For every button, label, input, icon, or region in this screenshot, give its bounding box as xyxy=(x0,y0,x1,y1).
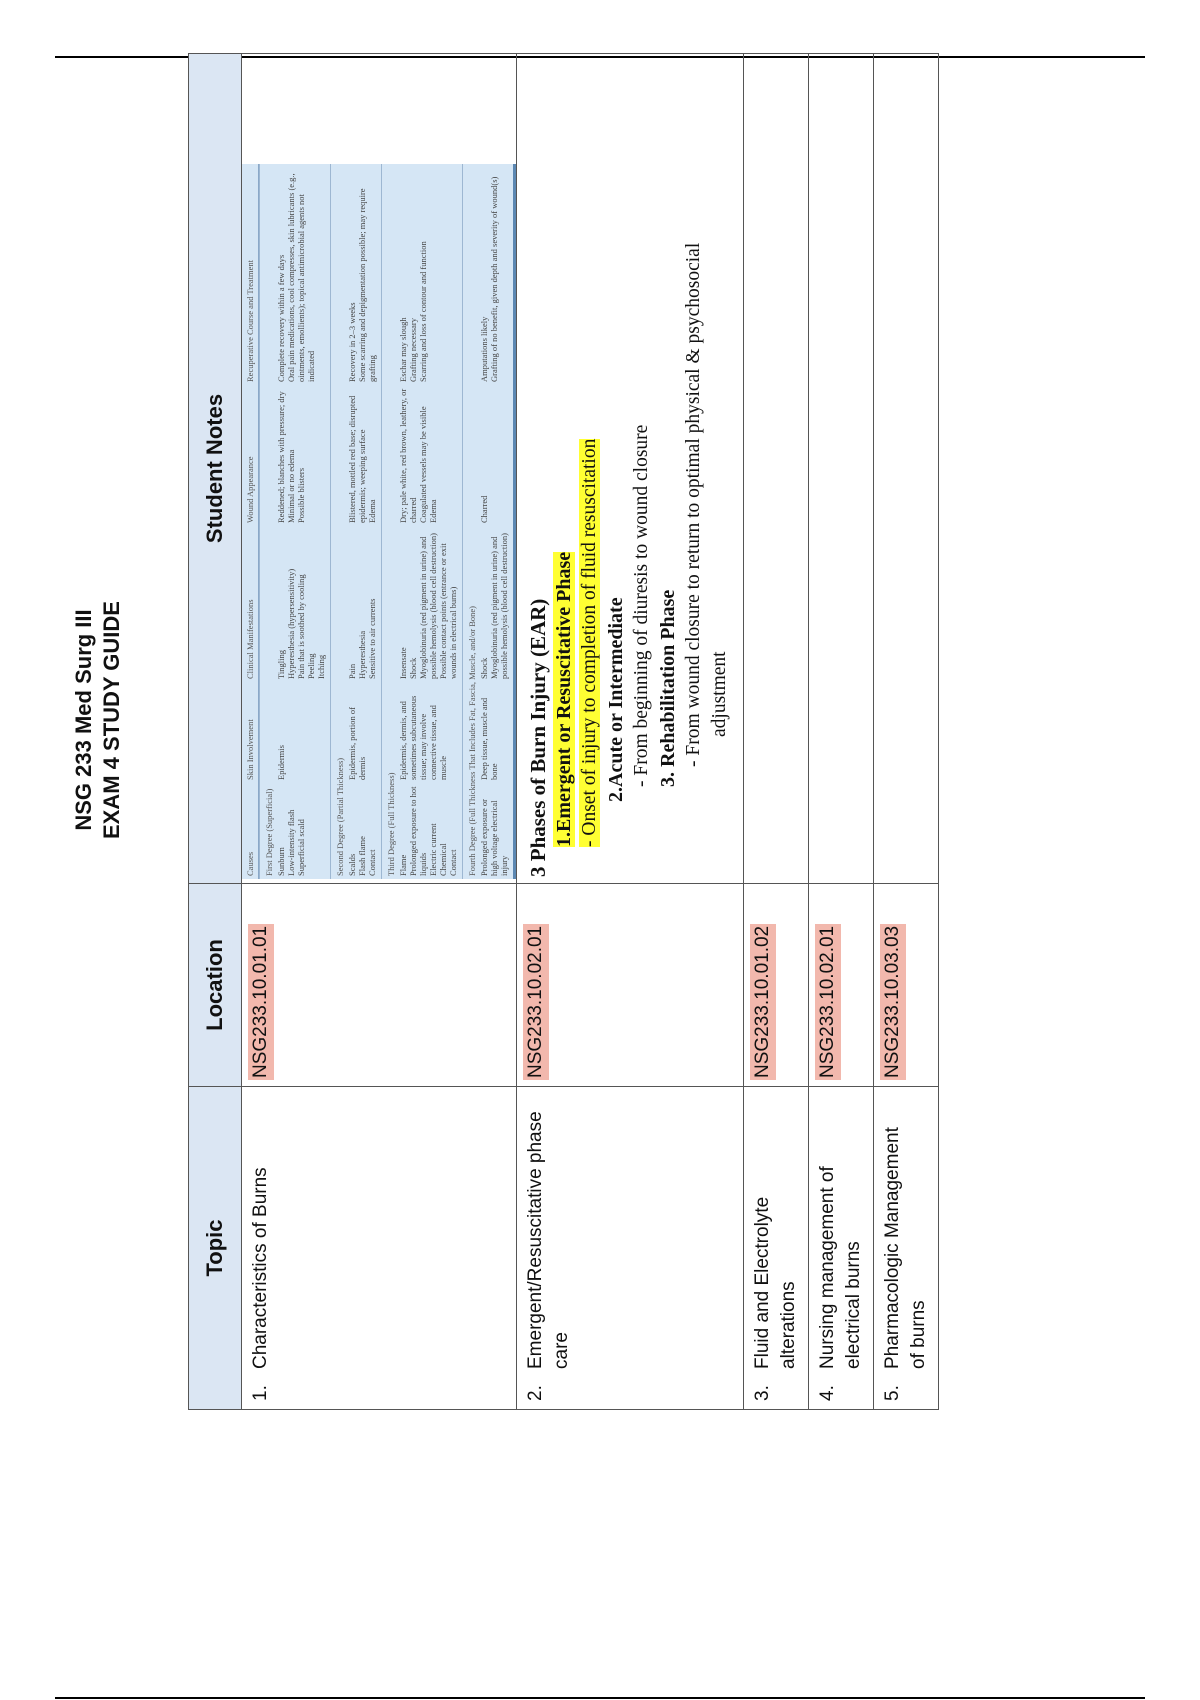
burn-col-wound: Wound Appearance xyxy=(245,456,255,523)
phase-1-detail: - Onset of injury to completion of fluid resuscitation xyxy=(579,438,600,847)
burn-section-second-degree xyxy=(330,164,381,879)
topic-text: Fluid and Electrolyte alterations xyxy=(752,1196,799,1369)
burn-phases-notes xyxy=(517,54,743,883)
burn-table-header xyxy=(242,164,259,879)
burn-causes: Prolonged exposure or high voltage electrical injury xyxy=(479,799,509,876)
rotated-page xyxy=(70,0,1130,1560)
topic-text: Nursing management of electrical burns xyxy=(817,1166,864,1369)
burn-clinical: Tingling Hyperesthesia (hypersensitivity) Pain that is soothed by cooling Peeling Itching xyxy=(276,568,326,679)
phase-3-detail-cont: adjustment xyxy=(709,651,730,737)
location-cell xyxy=(874,884,939,1087)
burn-section-title: Second Degree (Partial Thickness) xyxy=(335,757,345,876)
topic-cell xyxy=(517,1087,744,1410)
burn-col-skin: Skin Involvement xyxy=(245,719,255,780)
notes-header: Student Notes xyxy=(189,54,242,884)
topic-header: Topic xyxy=(189,1087,242,1410)
topic-cell xyxy=(809,1087,874,1410)
row-number: 3. xyxy=(752,1385,773,1401)
burn-section-title: Fourth Degree (Full Thickness That Includes Fat, Fascia, Muscle, and/or Bone) xyxy=(467,606,477,876)
burn-wound: Reddened; blanches with pressure; dry Minimal or no edema Possible blisters xyxy=(276,391,306,523)
notes-cell xyxy=(809,54,874,884)
location-code: NSG233.10.02.01 xyxy=(523,924,549,1080)
header-row xyxy=(189,54,242,1410)
burn-row xyxy=(479,164,509,879)
location-code: NSG233.10.02.01 xyxy=(815,924,841,1080)
document-title xyxy=(70,460,126,980)
topic-cell xyxy=(242,1087,517,1410)
row-number: 2. xyxy=(525,1385,546,1401)
burn-wound: Dry; pale white, red brown, leathery, or charred Coagulated vessels may be visible Edema xyxy=(398,388,438,523)
burn-skin: Deep tissue, muscle and bone xyxy=(479,697,499,780)
burn-row xyxy=(276,164,326,879)
location-header: Location xyxy=(189,884,242,1087)
burn-causes: Flame Prolonged exposure to hot liquids Electric current Chemical Contact xyxy=(398,786,458,876)
title-line-2: EXAM 4 STUDY GUIDE xyxy=(99,601,124,839)
topic-text: Pharmacologic Management of burns xyxy=(882,1127,929,1369)
location-cell xyxy=(809,884,874,1087)
burn-course: Amputations likely Grafting of no benefit, given depth and severity of wound(s) xyxy=(479,176,499,382)
topic-text: Emergent/Resuscitative phase care xyxy=(525,1111,572,1369)
topic-cell xyxy=(744,1087,809,1410)
table-row xyxy=(874,54,939,1410)
phase-2-heading: 2.Acute or Intermediate xyxy=(605,597,627,802)
topic-cell xyxy=(874,1087,939,1410)
burn-row xyxy=(347,164,377,879)
phase-1-heading: 1.Emergent or Resuscitative Phase xyxy=(553,551,575,847)
burn-section-title: Third Degree (Full Thickness) xyxy=(386,772,396,876)
burn-col-course: Recuperative Course and Treatment xyxy=(245,259,255,382)
burn-clinical: Shock Myoglobinuria (red pigment in urine) and possible hemolysis (blood cell destruction) xyxy=(479,533,509,679)
burn-section-title: First Degree (Superficial) xyxy=(264,788,274,876)
notes-cell xyxy=(517,54,744,884)
burn-skin: Epidermis, portion of dermis xyxy=(347,707,367,780)
burn-wound: Blistered, mottled red base; disrupted epidermis; weeping surface Edema xyxy=(347,395,377,523)
row-number: 4. xyxy=(817,1385,838,1401)
table-row xyxy=(242,54,517,1410)
location-cell xyxy=(744,884,809,1087)
bottom-rule xyxy=(55,1697,1145,1699)
burn-causes: Scalds Flash flame Contact xyxy=(347,836,377,876)
burn-classification-table xyxy=(242,164,516,879)
burn-col-causes: Causes xyxy=(245,851,255,876)
location-code: NSG233.10.01.02 xyxy=(750,924,776,1080)
location-cell xyxy=(517,884,744,1087)
table-row xyxy=(517,54,744,1410)
burn-section-fourth-degree xyxy=(462,164,513,879)
burn-section-third-degree xyxy=(381,164,462,879)
notes-cell xyxy=(874,54,939,884)
table-row xyxy=(809,54,874,1410)
location-cell xyxy=(242,884,517,1087)
phases-title: 3 Phases of Burn Injury (EAR) xyxy=(526,598,550,877)
phase-2-detail: - From beginning of diuresis to wound closure xyxy=(631,424,652,787)
location-code: NSG233.10.01.01 xyxy=(248,924,274,1080)
row-number: 1. xyxy=(250,1385,271,1401)
burn-clinical: Pain Hyperesthesia Sensitive to air currents xyxy=(347,598,377,679)
phase-3-heading: 3. Rehabilitation Phase xyxy=(657,589,679,787)
burn-course: Recovery in 2–3 weeks Some scarring and depigmentation possible; may require grafting xyxy=(347,188,377,382)
burn-causes: Sunburn Low-intensity flash Superficial scald xyxy=(276,809,306,876)
burn-skin: Epidermis, dermis, and sometimes subcutaneous tissue; may involve connective tissue, and muscle xyxy=(398,695,448,780)
burn-row xyxy=(398,164,458,879)
burn-course: Eschar may slough Grafting necessary Scarring and loss of contour and function xyxy=(398,241,428,382)
notes-cell xyxy=(242,54,517,884)
burn-clinical: Insensate Shock Myoglobinuria (red pigment in urine) and possible hemolysis (blood cell destruction) Possible contact points (entrance or exit wounds in electrical burns) xyxy=(398,533,458,679)
burn-skin: Epidermis xyxy=(276,745,286,780)
row-number: 5. xyxy=(882,1385,903,1401)
study-guide-table xyxy=(188,53,939,1410)
burn-wound: Charred xyxy=(479,495,489,523)
table-row xyxy=(744,54,809,1410)
title-line-1: NSG 233 Med Surg III xyxy=(71,609,96,831)
location-code: NSG233.10.03.03 xyxy=(880,924,906,1080)
burn-col-clinical: Clinical Manifestations xyxy=(245,599,255,679)
burn-course: Complete recovery within a few days Oral pain medications, cool compresses, skin lubricants (e.g., ointments, emollients); topical antimicrobial agents not indicated xyxy=(276,173,316,382)
phase-3-detail: - From wound closure to return to optimal physical & psychosocial xyxy=(683,242,704,767)
topic-text: Characteristics of Burns xyxy=(250,1167,271,1369)
notes-cell xyxy=(744,54,809,884)
burn-section-first-degree xyxy=(259,164,330,879)
